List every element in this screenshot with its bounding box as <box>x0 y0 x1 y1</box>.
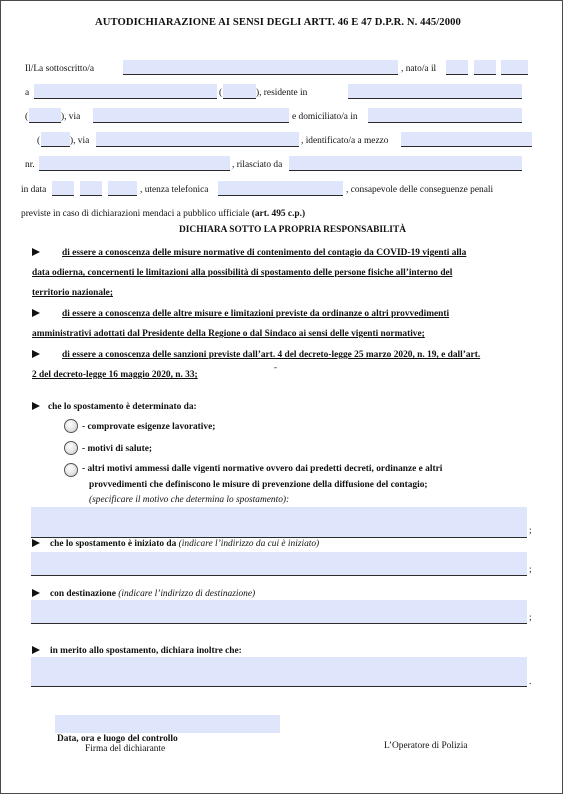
label-residente: ), residente in <box>256 88 308 98</box>
domicile-field[interactable] <box>368 108 522 123</box>
label-a: a <box>25 88 30 98</box>
issue-day-field[interactable] <box>52 181 74 196</box>
penal-article: (art. 495 c.p.) <box>251 209 306 219</box>
destination-address-field[interactable] <box>31 600 527 624</box>
label-nr: nr. <box>25 160 35 170</box>
origin-address-field[interactable] <box>31 552 527 576</box>
semicolon: ; <box>529 565 532 575</box>
arrow-bullet-icon <box>32 589 40 597</box>
arrow-bullet-icon <box>32 350 40 358</box>
birthplace-field[interactable] <box>34 84 217 99</box>
date-place-label: Data, ora e luogo del controllo <box>57 734 178 744</box>
option-lavoro: - comprovate esigenze lavorative; <box>82 422 216 432</box>
document-number-field[interactable] <box>39 156 230 171</box>
decl2-line2: amministrativi adottati dal Presidente della Regione o dal Sindaco ai sensi delle vigenti normative; <box>32 329 425 339</box>
dichiara-heading: DICHIARA SOTTO LA PROPRIA RESPONSABILITÀ <box>179 225 406 235</box>
birth-day-field[interactable] <box>446 60 468 75</box>
issue-month-field[interactable] <box>80 181 102 196</box>
issued-by-field[interactable] <box>289 156 522 171</box>
radio-altri-motivi[interactable] <box>64 463 78 477</box>
residence-field[interactable] <box>348 84 522 99</box>
period: . <box>529 677 532 687</box>
label-nato: , nato/a il <box>401 64 437 74</box>
decl3-line1: di essere a conoscenza delle sanzioni previste dall’art. 4 del decreto-legge 25 marzo 2020, n. 19, e dall’art. <box>62 350 481 360</box>
iniziato-label-wrap <box>50 539 319 549</box>
residence-province-field[interactable] <box>29 108 61 123</box>
additional-declaration-field[interactable] <box>31 657 527 687</box>
label-rilasciato: , rilasciato da <box>232 160 283 170</box>
radio-lavoro[interactable] <box>64 419 78 433</box>
destinazione-label: con destinazione <box>50 589 116 599</box>
domicile-street-field[interactable] <box>96 132 299 147</box>
arrow-bullet-icon <box>32 248 40 256</box>
decl1-line3: territorio nazionale; <box>32 288 113 298</box>
destinazione-hint: (indicare l’indirizzo di destinazione) <box>118 589 256 599</box>
birth-month-field[interactable] <box>474 60 496 75</box>
option-altri-line1: - altri motivi ammessi dalle vigenti normative ovvero dai predetti decreti, ordinanze e altri <box>82 464 443 474</box>
label-via: ), via <box>61 112 81 122</box>
penal-text <box>21 209 305 219</box>
police-officer-label: L’Operatore di Polizia <box>384 741 468 751</box>
label-utenza: , utenza telefonica <box>140 185 209 195</box>
paren-open: ( <box>25 112 29 122</box>
label-in-data: in data <box>21 185 47 195</box>
iniziato-label: che lo spostamento è iniziato da <box>50 539 177 549</box>
signature-label: Firma del dichiarante <box>85 744 166 754</box>
birth-year-field[interactable] <box>501 60 528 75</box>
arrow-bullet-icon <box>32 646 40 654</box>
name-field[interactable] <box>123 60 398 75</box>
form-title: AUTODICHIARAZIONE AI SENSI DEGLI ARTT. 46 E 47 D.P.R. N. 445/2000 <box>95 17 461 28</box>
penal-text-main: previste in caso di dichiarazioni mendaci a pubblico ufficiale <box>21 209 252 219</box>
label-sottoscritto: Il/La sottoscritto/a <box>25 64 94 74</box>
id-document-field[interactable] <box>401 132 532 147</box>
arrow-bullet-icon <box>32 539 40 547</box>
date-place-field[interactable] <box>55 715 280 733</box>
label-consapevole: , consapevole delle conseguenze penali <box>346 185 494 195</box>
iniziato-hint: (indicare l’indirizzo da cui è iniziato) <box>178 539 320 549</box>
semicolon: ; <box>529 526 532 536</box>
domicile-province-field[interactable] <box>41 132 70 147</box>
paren-open: ( <box>37 136 41 146</box>
phone-field[interactable] <box>218 181 343 196</box>
arrow-bullet-icon <box>32 309 40 317</box>
destinazione-label-wrap <box>50 589 255 599</box>
radio-salute[interactable] <box>64 441 78 455</box>
paren-open: ( <box>219 88 223 98</box>
issue-year-field[interactable] <box>108 181 137 196</box>
decl1-line1: di essere a conoscenza delle misure normative di contenimento del contagio da COVID-19 vigenti alla <box>62 248 467 258</box>
label-identificato: , identificato/a a mezzo <box>301 136 389 146</box>
arrow-bullet-icon <box>32 402 40 410</box>
motivo-field[interactable] <box>31 507 527 538</box>
merito-label: in merito allo spostamento, dichiara inoltre che: <box>50 646 242 656</box>
residence-street-field[interactable] <box>93 108 289 123</box>
semicolon: ; <box>529 613 532 623</box>
decl2-line1: di essere a conoscenza delle altre misure e limitazioni previste da ordinanze o altri provvedimenti <box>62 309 450 319</box>
option-altri-line2: provvedimenti che definiscono le misure di prevenzione della diffusione del contagio; <box>89 480 428 490</box>
decl3-line2: 2 del decreto-legge 16 maggio 2020, n. 33; <box>32 370 198 380</box>
birth-province-field[interactable] <box>223 84 256 99</box>
option-salute: - motivi di salute; <box>82 444 153 454</box>
label-via: ), via <box>70 136 90 146</box>
label-domiciliato: e domiciliato/a in <box>292 112 358 122</box>
spostamento-label: che lo spostamento è determinato da: <box>48 402 197 412</box>
stray-dash: - <box>274 362 277 372</box>
decl1-line2: data odierna, concernenti le limitazioni alla possibilità di spostamento delle persone fisiche all’interno del <box>32 268 453 278</box>
option-altri-hint: (specificare il motivo che determina lo spostamento): <box>89 495 290 505</box>
